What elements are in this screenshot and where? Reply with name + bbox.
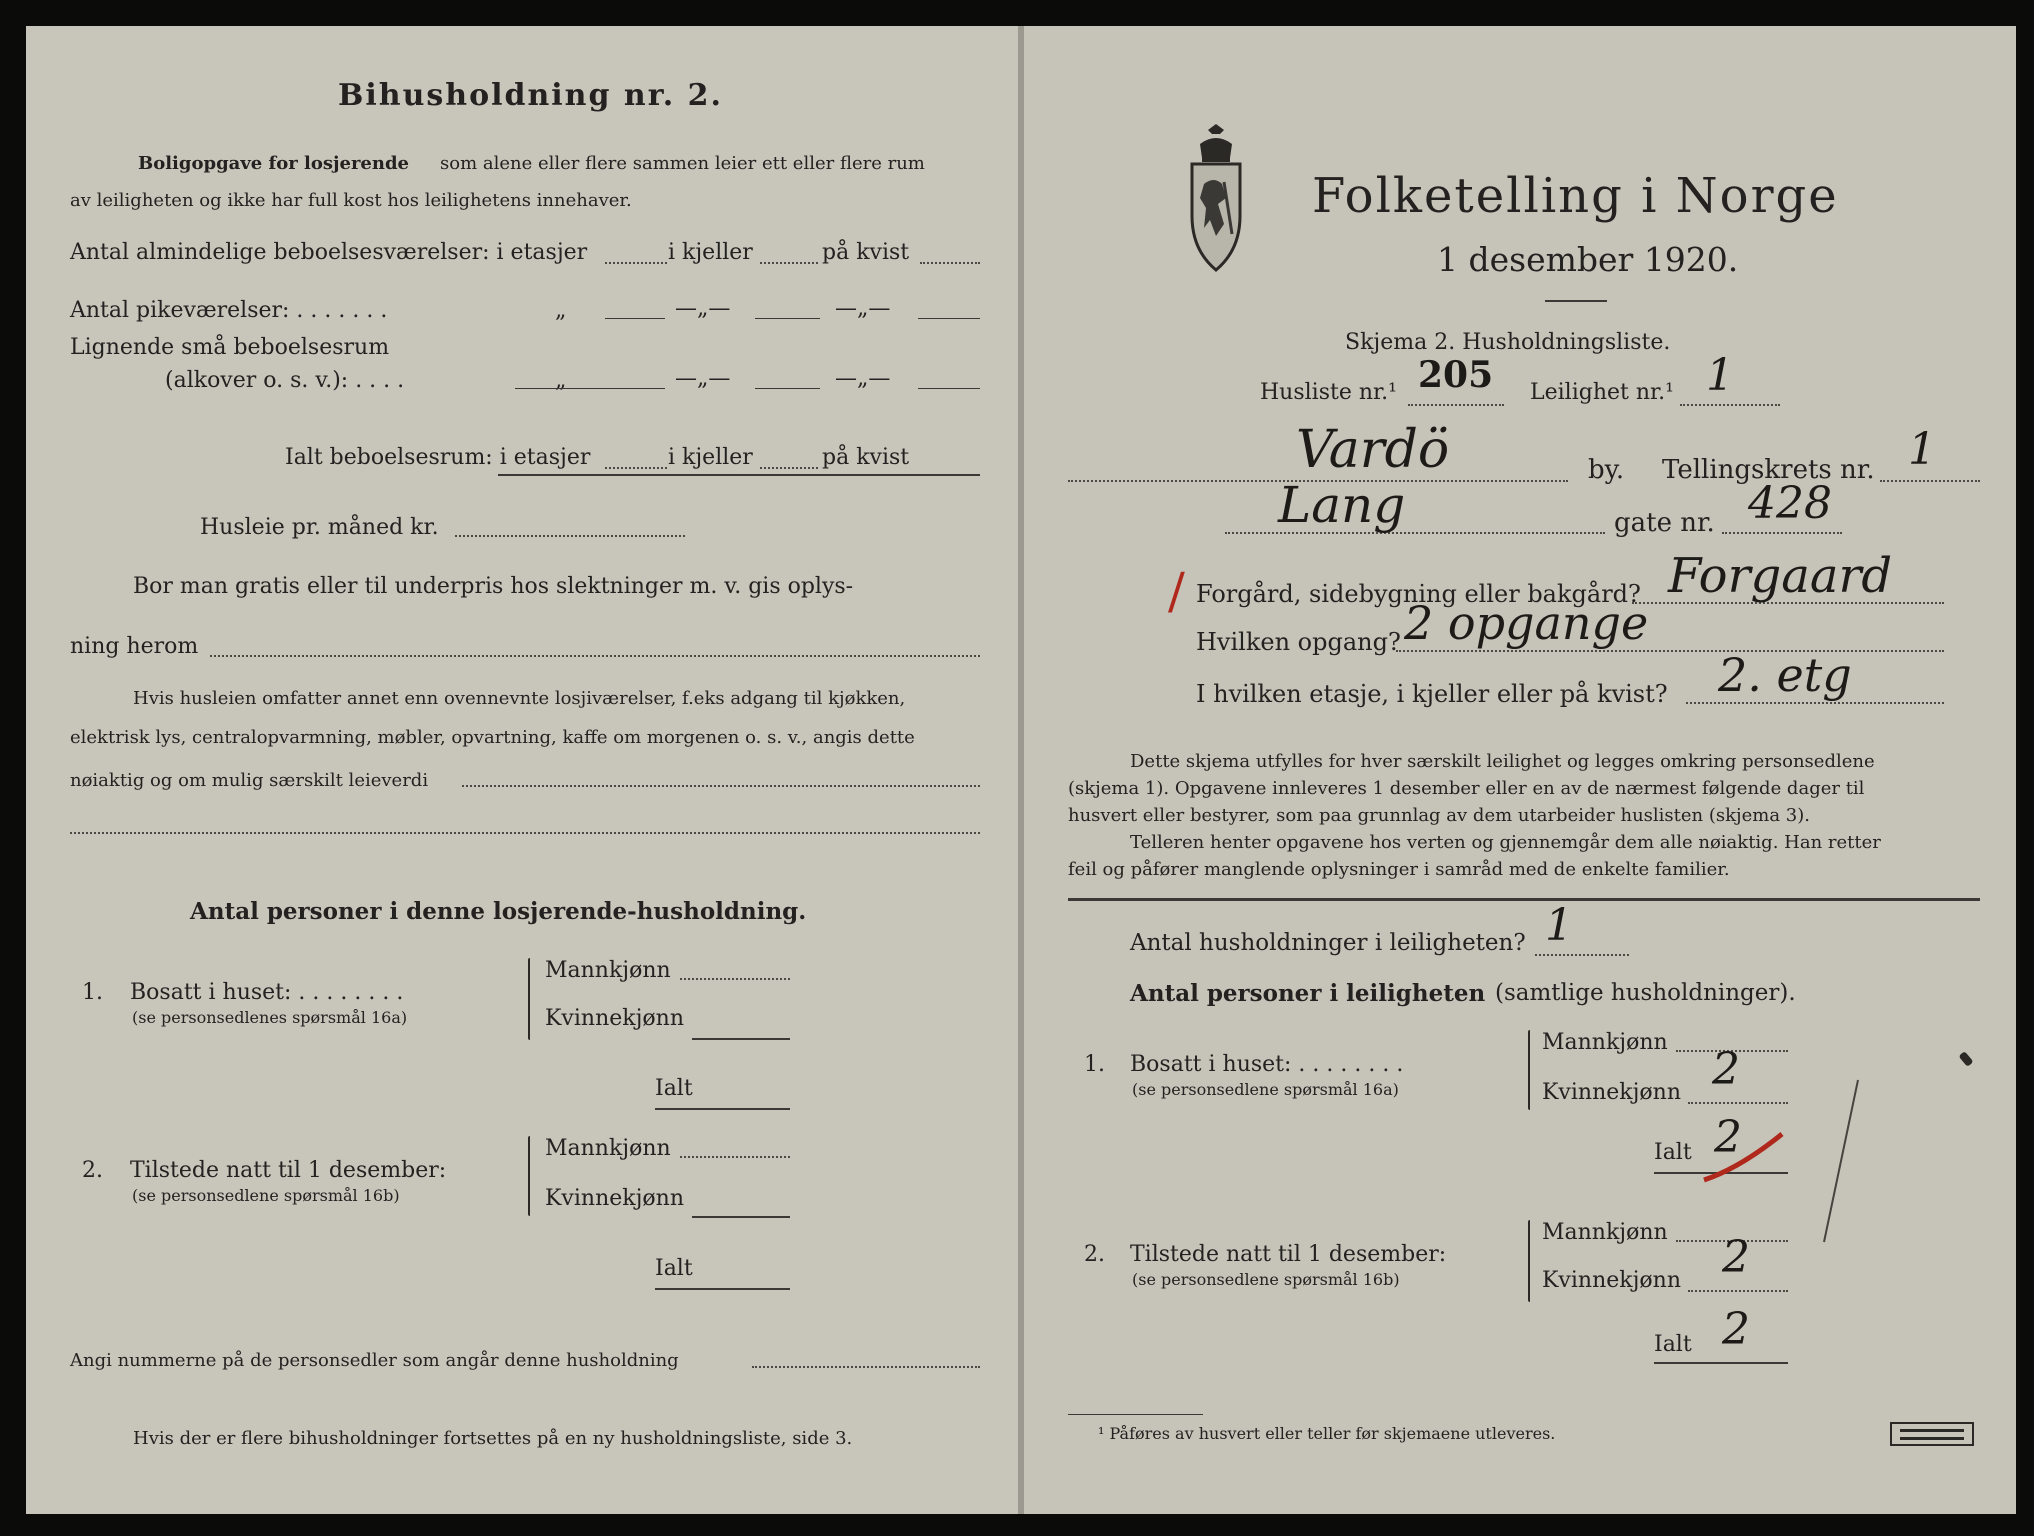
intro-rest-2: av leiligheten og ikke har full kost hos leilighetens innehaver.	[70, 190, 632, 211]
pike-ditto-3: —„—	[835, 296, 891, 321]
ialt-rum-underline	[498, 474, 980, 476]
left-item2-num: 2.	[82, 1158, 103, 1183]
lignende-label-2: (alkover o. s. v.): . . . .	[165, 368, 405, 393]
gate-value: Lang	[1278, 476, 1406, 534]
leilighet-value: 1	[1706, 350, 1734, 401]
footnote-rule	[1068, 1414, 1203, 1415]
left-item1-mann: Mannkjønn	[545, 958, 671, 983]
etasje-label: I hvilken etasje, i kjeller eller på kvist?	[1196, 680, 1668, 708]
left-item2-label: Tilstede natt til 1 desember:	[130, 1158, 447, 1183]
intro-rest-1: som alene eller flere sammen leier ett eller flere rum	[440, 153, 925, 174]
persons-heading-left: Antal personer i denne losjerende-husholdning.	[190, 898, 807, 925]
footnote: ¹ Påføres av husvert eller teller før skjemaene utleveres.	[1098, 1424, 1556, 1443]
note-field-1[interactable]	[462, 785, 980, 787]
tellingskrets-label: Tellingskrets nr.	[1662, 455, 1875, 485]
left-item1-sub: (se personsedlenes spørsmål 16a)	[132, 1008, 408, 1027]
husliste-label: Husliste nr.¹	[1260, 380, 1397, 405]
etasje-field[interactable]	[1686, 702, 1944, 704]
note-field-2[interactable]	[70, 832, 980, 834]
gate-nr-value: 428	[1748, 478, 1832, 529]
forgard-label: Forgård, sidebygning eller bakgård?	[1196, 580, 1641, 608]
note-line-3: nøiaktig og om mulig særskilt leieverdi	[70, 770, 429, 791]
instructions-line-1: Dette skjema utfylles for hver særskilt leilighet og legges omkring personsedlene	[1130, 751, 1875, 772]
right-item1-kvinne-value: 2	[1712, 1044, 1740, 1095]
rooms-kjeller-label: i kjeller	[668, 240, 753, 265]
pike-field-1[interactable]	[605, 318, 665, 319]
by-value: Vardö	[1296, 420, 1450, 480]
rooms-kvist-field[interactable]	[920, 262, 980, 264]
husliste-field[interactable]	[1408, 404, 1504, 406]
right-item1-mann: Mannkjønn	[1542, 1030, 1668, 1055]
right-item2-brace	[1528, 1220, 1530, 1302]
right-item2-num: 2.	[1084, 1242, 1105, 1267]
left-item2-brace	[528, 1136, 530, 1216]
gate-label: gate nr.	[1614, 508, 1715, 538]
persons-heading-right: Antal personer i leiligheten	[1130, 980, 1486, 1007]
right-item1-brace	[1528, 1030, 1530, 1110]
left-item1-ialt: Ialt	[655, 1076, 693, 1101]
red-tick-icon	[1700, 1128, 1790, 1184]
by-label: by.	[1588, 455, 1625, 485]
ialt-etasjer-field[interactable]	[605, 467, 667, 469]
rooms-kjeller-field[interactable]	[760, 262, 818, 264]
lignende-field-2[interactable]	[755, 388, 820, 389]
left-item1-label: Bosatt i huset: . . . . . . . .	[130, 980, 404, 1005]
gratis-line-2: ning herom	[70, 634, 199, 659]
husleie-field[interactable]	[455, 535, 685, 537]
households-label: Antal husholdninger i leiligheten?	[1130, 930, 1526, 956]
right-item1-ialt: Ialt	[1654, 1140, 1692, 1165]
right-item2-kvinne-field[interactable]	[1688, 1290, 1788, 1292]
households-field[interactable]	[1535, 954, 1629, 956]
left-item2-ialt: Ialt	[655, 1256, 693, 1281]
gate-nr-field[interactable]	[1722, 532, 1842, 534]
right-item2-label: Tilstede natt til 1 desember:	[1130, 1242, 1447, 1267]
rooms-etasjer-field[interactable]	[605, 262, 667, 264]
lignende-label-1: Lignende små beboelsesrum	[70, 335, 390, 360]
note-line-1: Hvis husleien omfatter annet enn ovennevnte losjiværelser, f.eks adgang til kjøkken,	[133, 688, 906, 709]
lignende-ditto-3: —„—	[835, 366, 891, 391]
right-item1-sub: (se personsedlene spørsmål 16a)	[1132, 1080, 1399, 1099]
households-value: 1	[1545, 900, 1573, 951]
lignende-ditto-2: —„—	[675, 366, 731, 391]
right-item2-kvinne: Kvinnekjønn	[1542, 1268, 1681, 1293]
printer-stamp	[1890, 1422, 1974, 1446]
instructions-block	[1068, 748, 1978, 883]
leilighet-label: Leilighet nr.¹	[1530, 380, 1674, 405]
note-line-2: elektrisk lys, centralopvarmning, møbler, opvartning, kaffe om morgenen o. s. v., angis dette	[70, 727, 915, 748]
ialt-kjeller-field[interactable]	[760, 467, 818, 469]
left-item1-kvinne-field[interactable]	[692, 1038, 790, 1040]
left-item2-ialt-field[interactable]	[655, 1288, 790, 1290]
lignende-field-1[interactable]	[515, 388, 665, 389]
gratis-line-1: Bor man gratis eller til underpris hos slektninger m. v. gis oplys-	[133, 574, 854, 599]
ialt-kvist-label: på kvist	[822, 445, 910, 470]
angi-label: Angi nummerne på de personsedler som angår denne husholdning	[70, 1350, 679, 1371]
right-item2-ialt: Ialt	[1654, 1332, 1692, 1357]
angi-field[interactable]	[752, 1366, 980, 1368]
pike-ditto-1: „	[555, 298, 567, 323]
husliste-value: 205	[1418, 354, 1494, 396]
right-item2-ialt-field[interactable]	[1654, 1362, 1788, 1364]
leilighet-field[interactable]	[1680, 404, 1780, 406]
ialt-rum-label: Ialt beboelsesrum: i etasjer	[285, 445, 591, 470]
instructions-rule	[1068, 898, 1980, 901]
right-item1-kvinne-field[interactable]	[1688, 1102, 1788, 1104]
pencil-stroke-icon	[1816, 1076, 1866, 1246]
left-item2-kvinne-field[interactable]	[692, 1216, 790, 1218]
gratis-field[interactable]	[210, 655, 980, 657]
right-item2-kvinne-value: 2	[1722, 1232, 1750, 1283]
tellingskrets-value: 1	[1908, 424, 1936, 475]
right-item1-kvinne: Kvinnekjønn	[1542, 1080, 1681, 1105]
instructions-line-4: Telleren henter opgavene hos verten og gjennemgår dem alle nøiaktig. Han retter	[1130, 832, 1881, 853]
instructions-line-3: husvert eller bestyrer, som paa grunnlag av dem utarbeider huslisten (skjema 3).	[1068, 805, 1810, 826]
right-item2-ialt-value: 2	[1722, 1304, 1750, 1355]
tellingskrets-field[interactable]	[1880, 480, 1980, 482]
husleie-label: Husleie pr. måned kr.	[200, 515, 439, 540]
left-item2-kvinne: Kvinnekjønn	[545, 1186, 684, 1211]
left-item1-num: 1.	[82, 980, 103, 1005]
folketelling-title: Folketelling i Norge	[1312, 168, 1839, 224]
pike-label: Antal pikeværelser: . . . . . . .	[70, 298, 388, 323]
title-rule	[1545, 300, 1607, 302]
left-item2-mann: Mannkjønn	[545, 1136, 671, 1161]
pike-field-2[interactable]	[755, 318, 820, 319]
left-item2-mann-field[interactable]	[680, 1156, 790, 1158]
lignende-ditto-1: „	[555, 368, 567, 393]
right-item1-ialt-value: 2	[1714, 1112, 1742, 1163]
red-check-mark: /	[1168, 562, 1185, 620]
instructions-line-2: (skjema 1). Opgavene innleveres 1 desember eller en av de nærmest følgende dager til	[1068, 778, 1865, 799]
persons-heading-right-rest: (samtlige husholdninger).	[1495, 980, 1796, 1006]
rooms-label: Antal almindelige beboelsesværelser: i etasjer	[70, 240, 588, 265]
skjema-label: Skjema 2. Husholdningsliste.	[1345, 330, 1671, 355]
pike-ditto-2: —„—	[675, 296, 731, 321]
left-item1-brace	[528, 958, 530, 1040]
opgang-label: Hvilken opgang?	[1196, 628, 1401, 656]
census-date: 1 desember 1920.	[1437, 240, 1739, 279]
etasje-value: 2. etg	[1718, 648, 1852, 702]
opgang-value: 2 opgange	[1404, 596, 1649, 650]
left-item1-kvinne: Kvinnekjønn	[545, 1006, 684, 1031]
forgard-value: Forgaard	[1668, 548, 1893, 604]
pike-field-3[interactable]	[918, 318, 980, 319]
right-item2-mann: Mannkjønn	[1542, 1220, 1668, 1245]
right-item1-num: 1.	[1084, 1052, 1105, 1077]
lignende-field-3[interactable]	[918, 388, 980, 389]
coat-of-arms-icon	[1188, 124, 1244, 272]
left-item1-ialt-field[interactable]	[655, 1108, 790, 1110]
opgang-field[interactable]	[1396, 650, 1944, 652]
instructions-line-5: feil og påfører manglende oplysninger i samråd med de enkelte familier.	[1068, 859, 1730, 880]
left-footer: Hvis der er flere bihusholdninger fortsettes på en ny husholdningsliste, side 3.	[133, 1428, 853, 1449]
right-item1-label: Bosatt i huset: . . . . . . . .	[1130, 1052, 1404, 1077]
rooms-kvist-label: på kvist	[822, 240, 910, 265]
right-item2-sub: (se personsedlene spørsmål 16b)	[1132, 1270, 1400, 1289]
ialt-kjeller-label: i kjeller	[668, 445, 753, 470]
left-item1-mann-field[interactable]	[680, 978, 790, 980]
left-item2-sub: (se personsedlene spørsmål 16b)	[132, 1186, 400, 1205]
intro-bold: Boligopgave for losjerende	[138, 153, 410, 174]
bihusholdning-title: Bihusholdning nr. 2.	[338, 78, 723, 113]
